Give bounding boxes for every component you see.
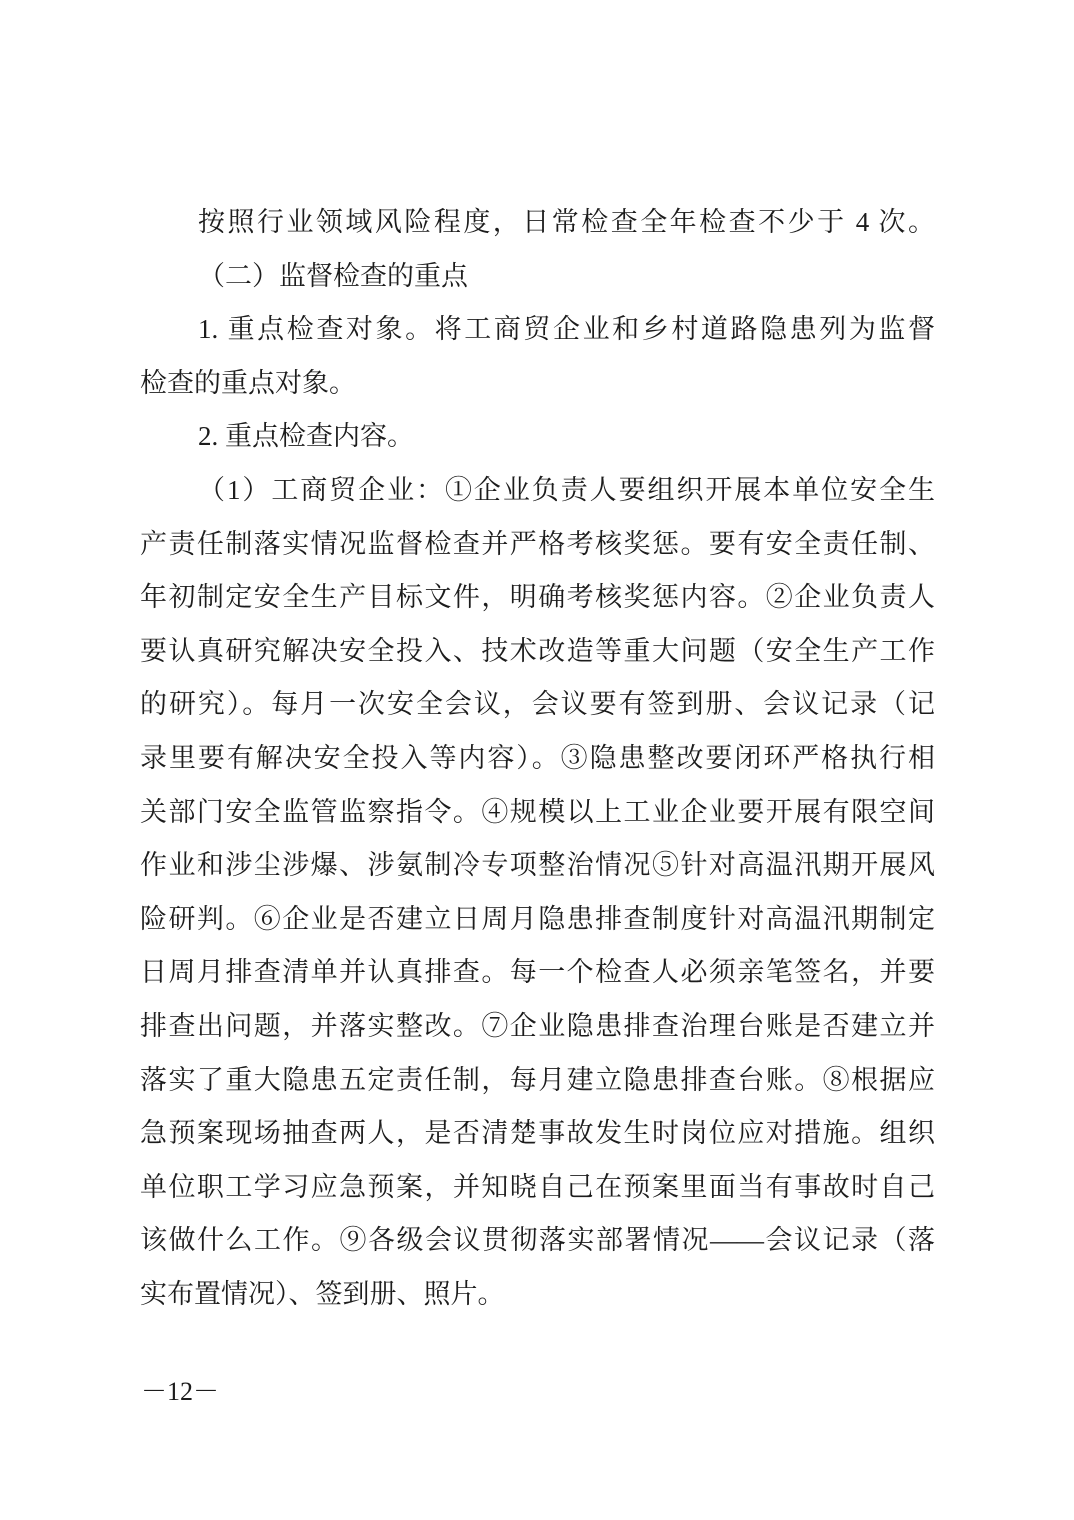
text-line: 落实了重大隐患五定责任制，每月建立隐患排查台账。⑧根据应	[140, 1064, 935, 1095]
text-line: 日周月排查清单并认真排查。每一个检查人必须亲笔签名，并要	[140, 957, 935, 988]
text-line: 关部门安全监管监察指令。④规模以上工业企业要开展有限空间	[140, 796, 935, 827]
section-heading-text: （二）监督检查的重点	[198, 260, 468, 291]
text-line: 实布置情况）、签到册、照片。	[140, 1278, 505, 1309]
text-line: 要认真研究解决安全投入、技术改造等重大问题（安全生产工作	[140, 635, 935, 666]
text-line: 录里要有解决安全投入等内容）。③隐患整改要闭环严格执行相	[140, 742, 935, 773]
text-line: 按照行业领域风险程度，日常检查全年检查不少于 4 次。	[198, 207, 935, 237]
text-line: 的研究）。每月一次安全会议，会议要有签到册、会议记录（记	[140, 689, 935, 720]
paragraph-continuation	[140, 196, 935, 250]
text-line: （1）工商贸企业：①企业负责人要组织开展本单位安全生	[198, 474, 935, 505]
text-line: 单位职工学习应急预案，并知晓自己在预案里面当有事故时自己	[140, 1171, 935, 1202]
paragraph-inspection-targets	[140, 303, 935, 410]
paragraph-inspection-content	[140, 410, 935, 464]
paragraph-industrial-enterprises	[140, 464, 935, 1322]
text-line: 该做什么工作。⑨各级会议贯彻落实部署情况——会议记录（落	[140, 1225, 935, 1256]
section-heading	[140, 250, 935, 304]
text-line: 1. 重点检查对象。将工商贸企业和乡村道路隐患列为监督	[198, 314, 935, 345]
text-line: 检查的重点对象。	[140, 367, 356, 398]
text-line: 急预案现场抽查两人，是否清楚事故发生时岗位应对措施。组织	[140, 1118, 935, 1149]
page-number: －12－	[141, 1377, 220, 1406]
text-line: 2. 重点检查内容。	[198, 421, 414, 452]
text-line: 险研判。⑥企业是否建立日周月隐患排查制度针对高温汛期制定	[140, 903, 935, 934]
text-line: 年初制定安全生产目标文件，明确考核奖惩内容。②企业负责人	[140, 582, 935, 613]
text-line: 产责任制落实情况监督检查并严格考核奖惩。要有安全责任制、	[140, 528, 935, 559]
text-line: 作业和涉尘涉爆、涉氨制冷专项整治情况⑤针对高温汛期开展风	[140, 850, 935, 881]
document-body	[140, 196, 935, 1321]
text-line: 排查出问题，并落实整改。⑦企业隐患排查治理台账是否建立并	[140, 1010, 935, 1041]
